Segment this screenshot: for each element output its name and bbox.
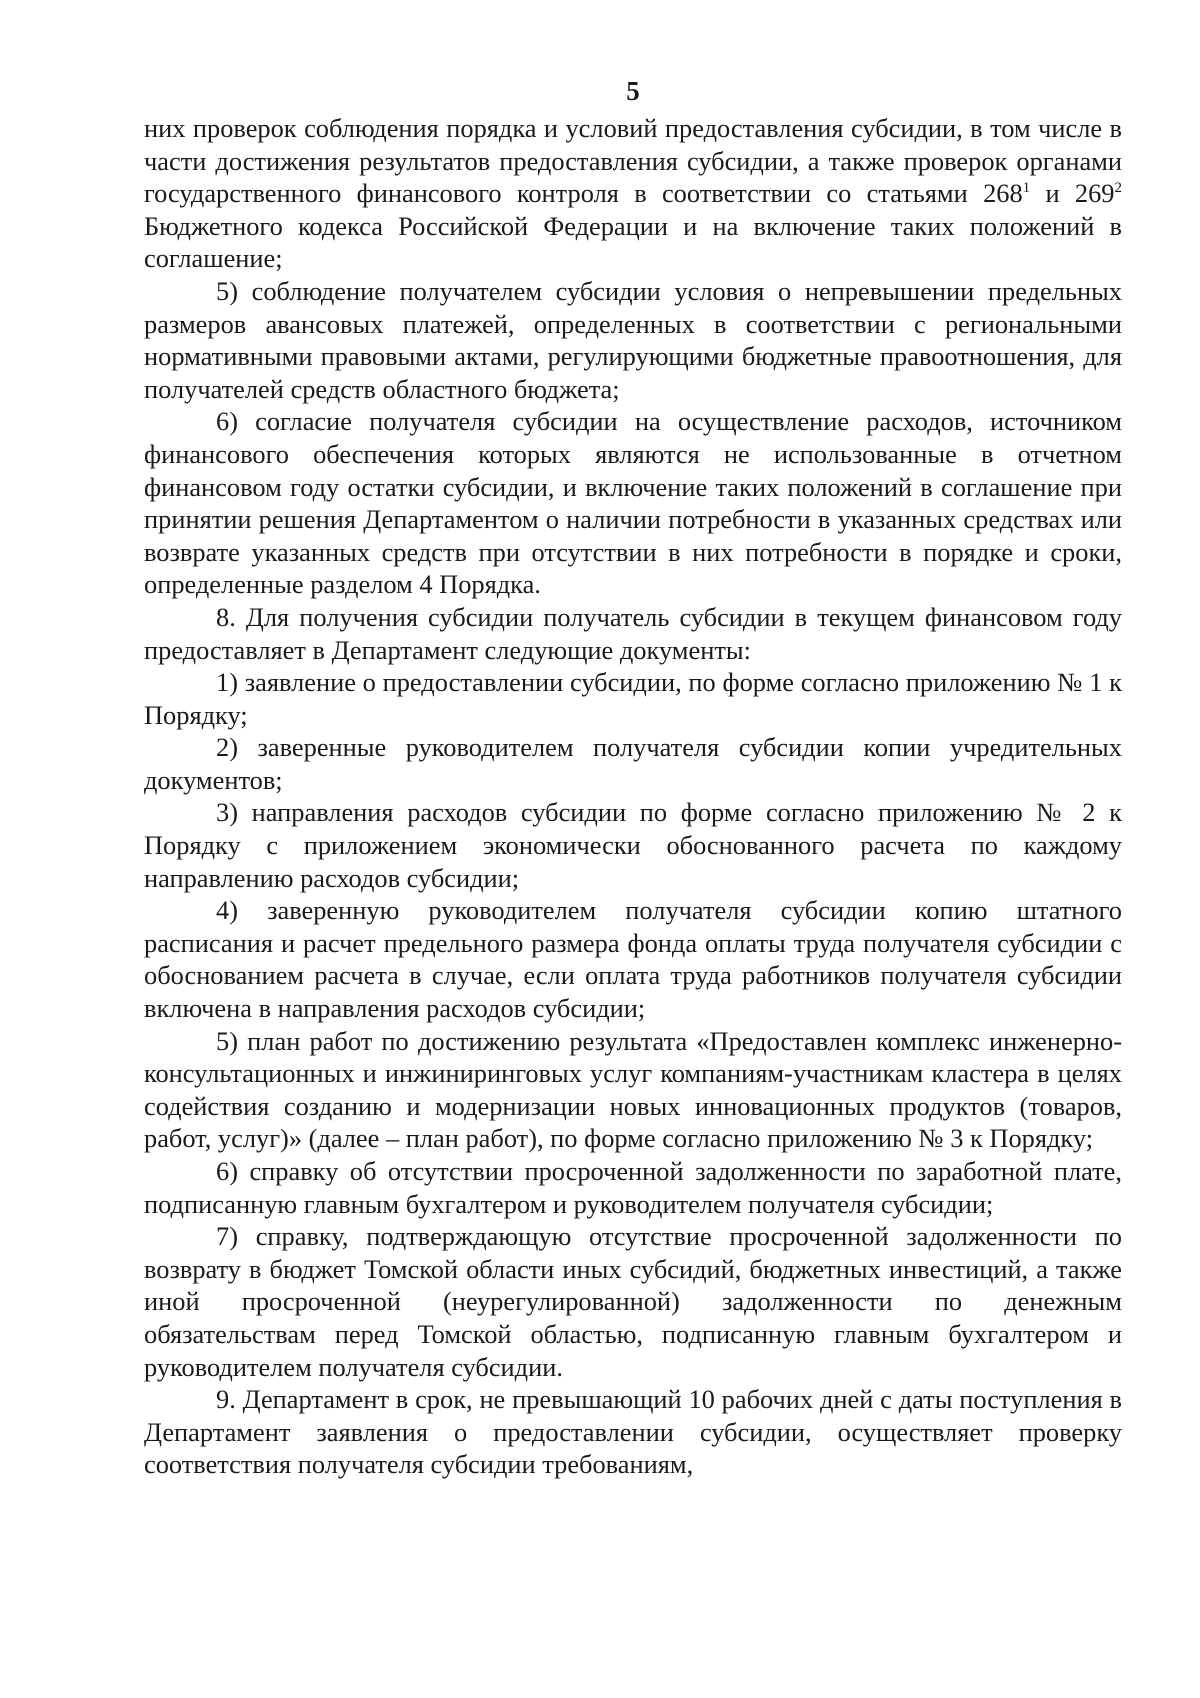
paragraph-text: 2) заверенные руководителем получателя субсидии копии учредительных документов;: [144, 732, 1122, 795]
paragraph-text: 6) согласие получателя субсидии на осуществление расходов, источником финансового обеспечения которых являются не использованные в отчетном финансовом году остатки субсидии, и включение таких положений в соглашение при принятии решения Департаментом о наличии потребности в указанных средствах или возврате указанных средств при отсутствии в них потребности в порядке и сроки, определенные разделом 4 Порядка.: [144, 406, 1122, 600]
paragraph-text: 9. Департамент в срок, не превышающий 10 рабочих дней с даты поступления в Департамент заявления о предоставлении субсидии, осуществляет проверку соответствия получателя субсидии требованиям,: [144, 1384, 1122, 1480]
paragraph: [144, 1025, 1122, 1155]
paragraph-text: 1) заявление о предоставлении субсидии, по форме согласно приложению № 1 к Порядку;: [144, 667, 1122, 730]
paragraph-text: 5) соблюдение получателем субсидии условия о непревышении предельных размеров авансовых платежей, определенных в соответствии с региональными нормативными правовыми актами, регулирующими бюджетные правоотношения, для получателей средств областного бюджета;: [144, 275, 1122, 404]
document-body: [144, 112, 1122, 1481]
paragraph: [144, 1220, 1122, 1383]
paragraph-text: Бюджетного кодекса Российской Федерации и на включение таких положений в соглашение;: [144, 210, 1122, 274]
paragraph: [144, 1383, 1122, 1481]
superscript: 2: [1114, 180, 1122, 197]
paragraph-text: 7) справку, подтверждающую отсутствие просроченной задолженности по возврату в бюджет Томской области иных субсидий, бюджетных инвестиций, а также иной просроченной (неурегулированной) задолженности по денежным обязательствам перед Томской областью, подписанную главным бухгалтером и руководителем получателя субсидии.: [144, 1221, 1122, 1382]
paragraph-text: них проверок соблюдения порядка и условий предоставления субсидии, в том числе в части достижения результатов предоставления субсидии, а также проверок органами государственного финансового контроля в соответствии со статьями 268: [144, 113, 1122, 209]
paragraph: [144, 112, 1122, 275]
paragraph-text: 5) план работ по достижению результата «Предоставлен комплекс инженерно-консультационных и инжиниринговых услуг компаниям-участникам кластера в целях содействия созданию и модернизации новых инновационных продуктов (товаров, работ, услуг)» (далее – план работ), по форме согласно приложению № 3 к Порядку;: [144, 1025, 1122, 1154]
paragraph-text: 8. Для получения субсидии получатель субсидии в текущем финансовом году предоставляет в Департамент следующие документы:: [144, 601, 1122, 665]
paragraph: [144, 275, 1122, 405]
paragraph: [144, 731, 1122, 796]
superscript: 1: [1022, 180, 1031, 197]
paragraph: [144, 894, 1122, 1024]
paragraph: [144, 1155, 1122, 1220]
paragraph: [144, 666, 1122, 731]
document-page: [144, 70, 1122, 1481]
paragraph-text: 6) справку об отсутствии просроченной задолженности по заработной плате, подписанную главным бухгалтером и руководителем получателя субсидии;: [144, 1156, 1122, 1219]
paragraph-text: 3) направления расходов субсидии по форме согласно приложению № 2 к Порядку с приложением экономически обоснованного расчета по каждому направлению расходов субсидии;: [144, 797, 1122, 893]
paragraph: [144, 405, 1122, 601]
paragraph: [144, 796, 1122, 894]
page-number: 5: [626, 76, 640, 106]
paragraph: [144, 601, 1122, 666]
paragraph-text: и 269: [1030, 178, 1115, 209]
paragraph-text: 4) заверенную руководителем получателя субсидии копию штатного расписания и расчет предельного размера фонда оплаты труда получателя субсидии с обоснованием расчета в случае, если оплата труда работников получателя субсидии включена в направления расходов субсидии;: [144, 895, 1122, 1024]
